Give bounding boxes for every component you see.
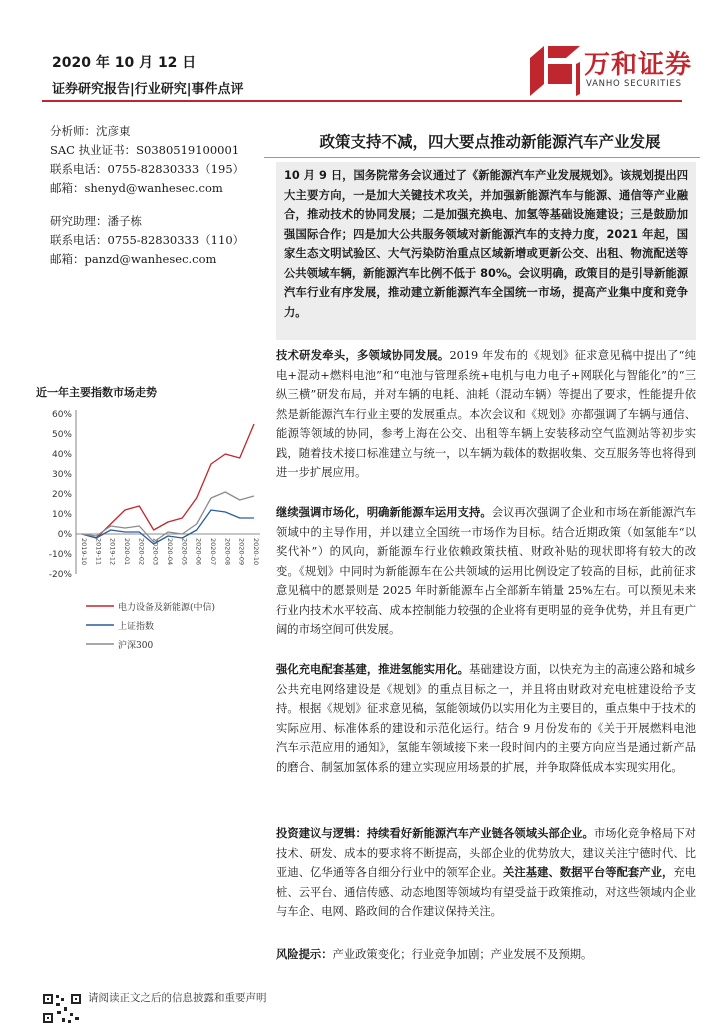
x-tick-label: 2020-04 — [166, 538, 174, 566]
qr-code-icon — [42, 993, 82, 1024]
analyst-name: 分析师：沈彦東 — [50, 124, 131, 138]
section-market — [276, 503, 696, 640]
section-tech — [276, 346, 696, 483]
y-tick-label: 0% — [57, 530, 72, 540]
x-tick-label: 2019-12 — [108, 538, 117, 566]
section-investment — [276, 824, 696, 922]
legend-label: 上证指数 — [118, 622, 155, 632]
section-risk — [276, 945, 696, 965]
section-text: 产业政策变化；行业竞争加剧；产业发展不及预期。 — [332, 948, 593, 961]
x-tick-label: 2020-03 — [151, 538, 160, 566]
y-tick-label: 40% — [51, 450, 72, 460]
x-tick-label: 2019-11 — [94, 538, 103, 566]
y-tick-label: 50% — [51, 430, 72, 440]
chart-title: 近一年主要指数市场走势 — [36, 386, 157, 399]
x-tick-label: 2020-10 — [252, 538, 260, 566]
section-lead: 技术研发牵头，多领域协同发展。 — [276, 349, 450, 362]
section-lead: 继续强调市场化，明确新能源车运用支持。 — [276, 506, 492, 519]
assistant-info — [50, 212, 244, 269]
y-tick-label: 60% — [51, 410, 72, 420]
section-lead: 强化充电配套基建，推进氢能实用化。 — [276, 663, 469, 676]
x-tick-label: 2020-06 — [194, 538, 203, 566]
section-text: 基础建设方面，以快充为主的高速公路和城乡公共充电网络建设是《规划》的重点目标之一，并且将由财政对充电桩建设给予支持。根据《规划》征求意见稿，氢能领域仍以实用化为主要目的，重点集中于技术的实际应用、标准体系的建设和示范化运行。结合 9 月份发布的《关于开展燃料电池汽车示范应用的通知》，氢能车领域接下来一段时间内的主要方向应当是通过新产品的磨合、制氢加氢体系的建立实现应用场景的扩展，并争取降低成本实现实用化。 — [276, 663, 696, 774]
x-tick-label: 2020-07 — [209, 538, 217, 566]
series-line — [82, 424, 254, 538]
report-date: 2020 年 10 月 12 日 — [52, 55, 197, 71]
section-lead-2: 关注基建、数据平台等配套产业， — [503, 866, 674, 879]
assistant-email: 邮箱：panzd@wanhesec.com — [50, 252, 217, 266]
summary-box — [276, 162, 696, 340]
y-tick-label: -10% — [48, 550, 72, 560]
disclaimer-note: 请阅读正文之后的信息披露和重要声明 — [88, 992, 267, 1004]
analyst-email: 邮箱：shenyd@wanhesec.com — [50, 181, 223, 195]
analyst-info — [50, 122, 244, 198]
x-tick-label: 2020-05 — [180, 538, 189, 566]
section-text-2: 充电桩、云平台、通信传感、动态地图等领域均有望受益于政策推动，对这些领域内企业与车企、电网、路政间的合作建议保持关注。 — [276, 866, 696, 918]
summary-text: 10 月 9 日，国务院常务会议通过了《新能源汽车产业发展规划》。该规划提出四大主要方向，一是加大关键技术攻关，并加强新能源汽车与能源、通信等产业融合，推动技术的协同发展；二是加强充换电、加氢等基础设施建设；三是鼓励加强国际合作；四是加大公共服务领域对新能源汽车的支持力度，2021 年起，国家生态文明试验区、大气污染防治重点区域新增或更新公交、出租、物流配送等公共领域车辆，新能源汽车比例不低于 80%。会议明确，政策目的是引导新能源汽车行业有序发展，推动建立新能源汽车全国统一市场，提高产业集中度和竞争力。 — [284, 169, 688, 319]
x-tick-label: 2020-02 — [137, 538, 146, 566]
x-tick-label: 2020-09 — [237, 538, 246, 566]
y-tick-label: 10% — [51, 510, 72, 520]
y-tick-label: 30% — [51, 470, 72, 480]
section-infrastructure — [276, 660, 696, 777]
section-text: 2019 年发布的《规划》征求意见稿中提出了“纯电+混动+燃料电池”和“电池与管理系统+电机与电力电子+网联化与智能化”的“三纵三横”研发布局，并对车辆的电耗、油耗（混动车辆）等提出了要求，性能提升依然是新能源汽车行业主要的发展重点。本次会议和《规划》亦都强调了车辆与通信、能源等领域的协同，参考上海在公交、出租等车辆上安装移动空气监测站等初步实践，随着技术接口标准建立与统一，以车辆为载体的数据收集、交互服务等也将得到进一步扩展应用。 — [276, 349, 696, 479]
company-logo-icon — [528, 44, 582, 98]
legend-label: 电力设备及新能源(中信) — [118, 603, 216, 613]
section-text: 会议再次强调了企业和市场在新能源汽车领域中的主导作用，并以建立全国统一市场作为目标。结合近期政策（如氢能车“以奖代补”）的风向，新能源车行业依赖政策扶植、财政补贴的现状即将有较大的改变。《规划》中同时为新能源车在公共领域的运用比例设定了较高的目标，此前征求意见稿中的愿景则是 2025 年时新能源车占全部新车销量 25%左右。可以预见未来行业内技术水平较高、成本控制能力较强的企业将有更明显的竞争优势，并且有更广阔的市场空间可供发展。 — [276, 506, 696, 636]
analyst-license: SAC 执业证书：S0380519100001 — [50, 143, 240, 157]
section-text: 市场化竞争格局下对技术、研发、成本的要求将不断提高，头部企业的优势放大，建议关注宁德时代、比亚迪、亿华通等各自细分行业中的领军企业。 — [276, 827, 696, 879]
header-divider — [42, 100, 682, 102]
section-lead: 风险提示： — [276, 948, 333, 961]
series-line — [82, 492, 254, 542]
y-tick-label: 20% — [51, 490, 72, 500]
legend-label: 沪深300 — [118, 641, 154, 651]
company-logo-name: 万和证券 — [584, 50, 693, 80]
x-tick-label: 2020-01 — [123, 538, 131, 566]
title-divider — [264, 157, 700, 158]
assistant-phone: 联系电话：0755-82830333（110） — [50, 233, 245, 247]
x-tick-label: 2019-10 — [80, 538, 88, 566]
company-logo-english: VANHO SECURITIES — [586, 79, 682, 89]
page-title: 政策支持不减，四大要点推动新能源汽车产业发展 — [319, 133, 661, 151]
section-lead: 投资建议与逻辑：持续看好新能源汽车产业链各领域头部企业。 — [276, 827, 594, 840]
analyst-phone: 联系电话：0755-82830333（195） — [50, 162, 245, 176]
x-tick-label: 2020-08 — [223, 538, 232, 566]
assistant-name: 研究助理：潘子栋 — [50, 214, 142, 228]
market-trend-chart — [36, 402, 268, 658]
y-tick-label: -20% — [48, 570, 72, 580]
report-category: 证券研究报告|行业研究|事件点评 — [52, 82, 244, 97]
